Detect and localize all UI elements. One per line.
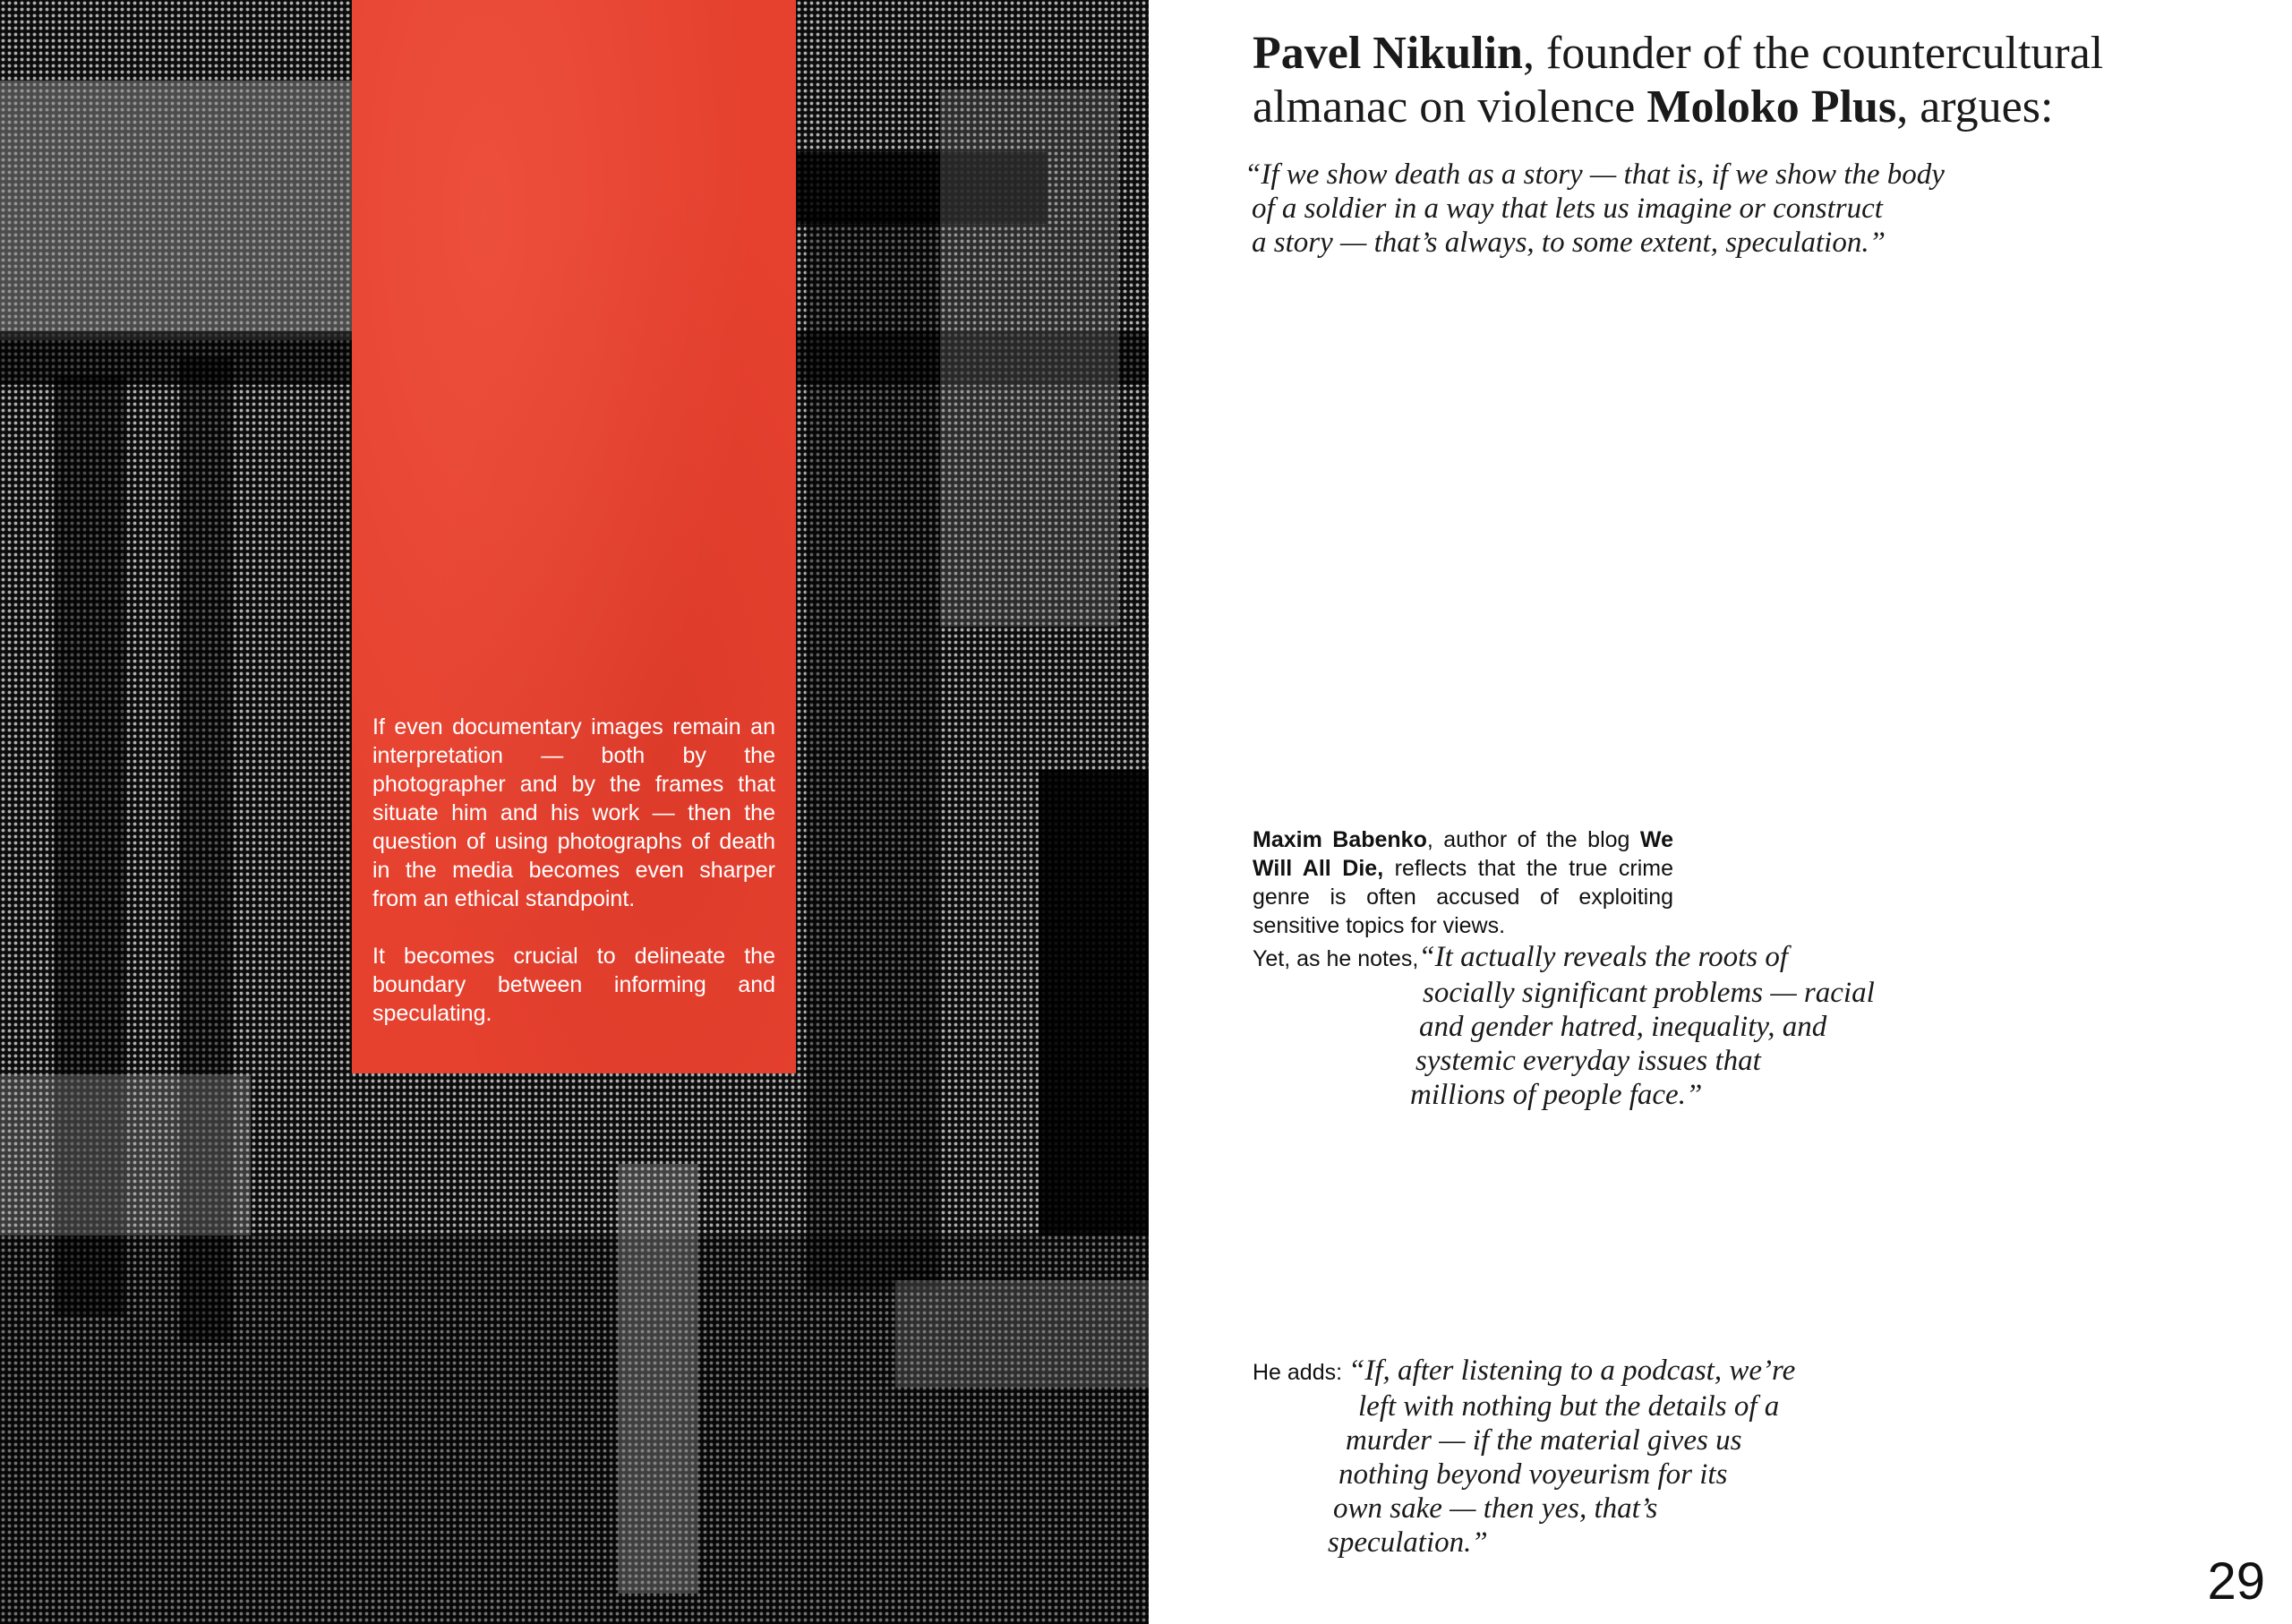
page-number: 29 [2207, 1552, 2265, 1611]
photo-light-area [940, 90, 1119, 627]
closing-quote-section [1253, 1354, 1969, 1560]
almanac-name: Moloko Plus [1646, 81, 1897, 132]
quote-line: systemic everyday issues that [1415, 1045, 1761, 1077]
red-panel-paragraph: It becomes crucial to delineate the boundary between informing and speculating. [372, 944, 775, 1026]
body-text: , author of the blog [1426, 827, 1640, 852]
quote-line: of a soldier in a way that lets us imagine or construct [1252, 192, 1883, 225]
quote-lead: He adds: [1253, 1360, 1343, 1385]
quote-line: “It actually reveals the roots of [1418, 941, 1789, 973]
quote-line: and gender hatred, inequality, and [1419, 1011, 1827, 1043]
quote-line: “If we show death as a story — that is, if we show the body [1244, 158, 1945, 191]
quote-line: socially significant problems — racial [1423, 977, 1875, 1009]
photo-light-area [895, 1280, 1149, 1388]
pull-quote [1244, 158, 1979, 260]
body-text: reflects that the true crime genre is often accused of exploiting sensitive topics for views. [1253, 856, 1673, 938]
red-panel-text [372, 713, 775, 1056]
quote-line: speculation.” [1328, 1526, 1488, 1559]
quote-line: “If, after listening to a podcast, we’re [1348, 1355, 1796, 1387]
red-panel-paragraph: If even documentary images remain an interpretation — both by the photographer and by the frames that situate him and his work — then the question of using photographs of death in the media becomes even sharper from an ethical standpoint. [372, 714, 775, 911]
quote-line: murder — if the material gives us [1346, 1424, 1742, 1457]
red-text-panel [352, 0, 796, 1073]
photo-column [806, 215, 940, 1289]
babenko-section [1253, 825, 2040, 1112]
quote-lead: Yet, as he notes, [1253, 946, 1419, 971]
photo-figure [618, 1164, 698, 1594]
quote-line: millions of people face.” [1410, 1079, 1703, 1111]
quote-line: left with nothing but the details of a [1358, 1390, 1780, 1423]
page-heading [1253, 27, 2255, 134]
quote-lead-line [1253, 940, 2040, 976]
heading-text: , argues: [1896, 81, 2054, 132]
photo-light-area [0, 81, 358, 340]
photo-light-area [0, 1074, 251, 1235]
quote-lead-line [1253, 1354, 1969, 1389]
quote-line: a story — that’s always, to some extent, speculation.” [1252, 227, 1886, 259]
heading-text: , founder of the countercultural almanac on violence [1253, 28, 2104, 132]
quote-line: own sake — then yes, that’s [1333, 1492, 1658, 1525]
blog-name: We Will All Die, [1253, 827, 1673, 881]
body-paragraph [1253, 825, 1673, 940]
person-name: Pavel Nikulin [1253, 28, 1523, 79]
photo-dark-block [1039, 770, 1149, 1235]
person-name: Maxim Babenko [1253, 827, 1427, 852]
quote-line: nothing beyond voyeurism for its [1338, 1458, 1728, 1491]
